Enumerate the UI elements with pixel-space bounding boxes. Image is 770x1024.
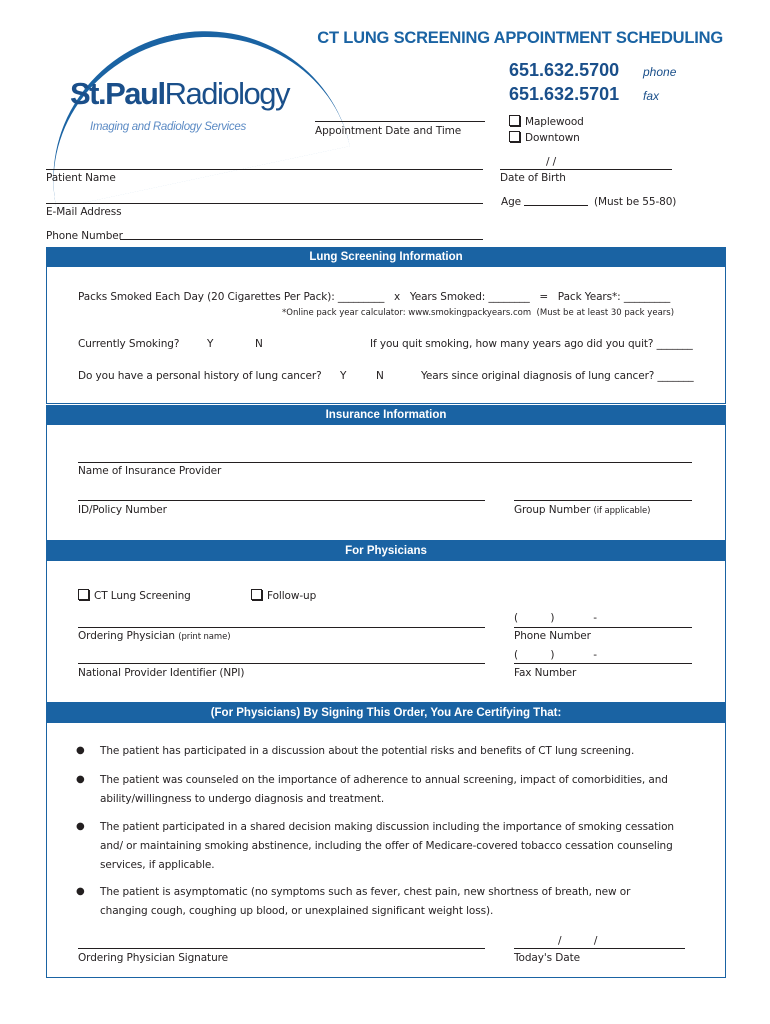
group-number-label: Group Number (if applicable) xyxy=(514,504,651,516)
todays-date-label: Today's Date xyxy=(514,952,580,964)
physician-phone-field[interactable] xyxy=(514,627,692,628)
email-label: E-Mail Address xyxy=(46,206,122,218)
option-follow-up[interactable]: Follow-up xyxy=(251,589,316,602)
date-slashes: / / xyxy=(558,935,598,947)
diagnosis-years-label[interactable]: Years since original diagnosis of lung cancer? _______ xyxy=(421,370,694,382)
signature-label: Ordering Physician Signature xyxy=(78,952,228,964)
dob-slashes: / / xyxy=(546,156,557,168)
logo-subtitle: Imaging and Radiology Services xyxy=(90,121,246,133)
pack-calc-note: *Online pack year calculator: www.smokingpackyears.com (Must be at least 30 pack years) xyxy=(282,308,675,318)
age-field[interactable] xyxy=(524,205,588,206)
patient-name-field[interactable] xyxy=(46,169,483,170)
signature-field[interactable] xyxy=(78,948,485,949)
appointment-field[interactable] xyxy=(315,121,485,122)
certify-item: The patient was counseled on the importance of adherence to annual screening, impact of comorbidities, and ability/willingness to undergo diagnosis and treatment. xyxy=(100,774,668,805)
todays-date-field[interactable] xyxy=(514,948,685,949)
npi-field[interactable] xyxy=(78,663,485,664)
history-label: Do you have a personal history of lung cancer? xyxy=(78,370,322,382)
physician-fax-label: Fax Number xyxy=(514,667,577,679)
checkbox-icon[interactable] xyxy=(509,115,520,126)
ordering-physician-field[interactable] xyxy=(78,627,485,628)
insurance-provider-label: Name of Insurance Provider xyxy=(78,465,222,477)
fax-number: 651.632.5701 xyxy=(509,84,620,104)
insurance-provider-field[interactable] xyxy=(78,462,692,463)
policy-number-label: ID/Policy Number xyxy=(78,504,167,516)
option-ct-lung-screening[interactable]: CT Lung Screening xyxy=(78,589,191,602)
currently-yes[interactable]: Y xyxy=(207,338,214,350)
certify-section-header: (For Physicians) By Signing This Order, You Are Certifying That: xyxy=(46,703,726,723)
policy-number-field[interactable] xyxy=(78,500,485,501)
history-yes[interactable]: Y xyxy=(340,370,347,382)
physician-fax-field[interactable] xyxy=(514,663,692,664)
dob-label: Date of Birth xyxy=(500,172,566,184)
npi-label: National Provider Identifier (NPI) xyxy=(78,667,245,679)
form-title: CT LUNG SCREENING APPOINTMENT SCHEDULING xyxy=(317,29,723,47)
logo-wordmark: St.PaulRadiology xyxy=(70,76,289,111)
certify-item: The patient is asymptomatic (no symptoms such as fever, chest pain, new shortness of breath, new or changing cough, coughing up blood, or unexplained significant weight loss). xyxy=(100,886,631,917)
phone-number-label: Phone Number xyxy=(46,230,123,242)
checkbox-icon[interactable] xyxy=(509,131,520,142)
history-no[interactable]: N xyxy=(376,370,384,382)
email-field[interactable] xyxy=(46,203,483,204)
physician-phone-label: Phone Number xyxy=(514,630,591,642)
bullet-icon: ● xyxy=(76,886,85,897)
certify-item: The patient has participated in a discussion about the potential risks and benefits of CT lung screening. xyxy=(100,745,635,757)
dob-field[interactable] xyxy=(500,169,672,170)
appointment-label: Appointment Date and Time xyxy=(315,125,462,137)
patient-name-label: Patient Name xyxy=(46,172,116,184)
phone-number: 651.632.5700 xyxy=(509,60,620,80)
age-note: (Must be 55-80) xyxy=(594,196,677,208)
physicians-section-header: For Physicians xyxy=(46,541,726,561)
quit-years-label[interactable]: If you quit smoking, how many years ago did you quit? _______ xyxy=(370,338,693,350)
certify-item: The patient participated in a shared decision making discussion including the importance of smoking cessation and/ or maintaining smoking abstinence, including the offer of Medicare-covered tobacco cessation counseling services, if applicable. xyxy=(100,821,674,871)
bullet-icon: ● xyxy=(76,774,85,785)
physician-fax-format: ( ) - xyxy=(514,649,597,661)
checkbox-icon[interactable] xyxy=(251,589,262,600)
currently-no[interactable]: N xyxy=(255,338,263,350)
bullet-icon: ● xyxy=(76,821,85,832)
group-number-field[interactable] xyxy=(514,500,692,501)
lung-section-header: Lung Screening Information xyxy=(46,247,726,267)
phone-number-field[interactable] xyxy=(120,239,483,240)
bullet-icon: ● xyxy=(76,745,85,756)
location-downtown[interactable]: Downtown xyxy=(509,131,580,144)
physician-phone-format: ( ) - xyxy=(514,612,597,624)
age-label: Age xyxy=(501,196,522,208)
checkbox-icon[interactable] xyxy=(78,589,89,600)
pack-years-line[interactable]: Packs Smoked Each Day (20 Cigarettes Per Pack): _________ x Years Smoked: ________ = Pack Years*: _________ xyxy=(78,291,671,303)
currently-smoking-label: Currently Smoking? xyxy=(78,338,180,350)
phone-label: phone xyxy=(643,65,677,79)
fax-label: fax xyxy=(643,89,660,103)
ordering-physician-label: Ordering Physician (print name) xyxy=(78,630,231,642)
insurance-section-header: Insurance Information xyxy=(46,405,726,425)
location-maplewood[interactable]: Maplewood xyxy=(509,115,584,128)
